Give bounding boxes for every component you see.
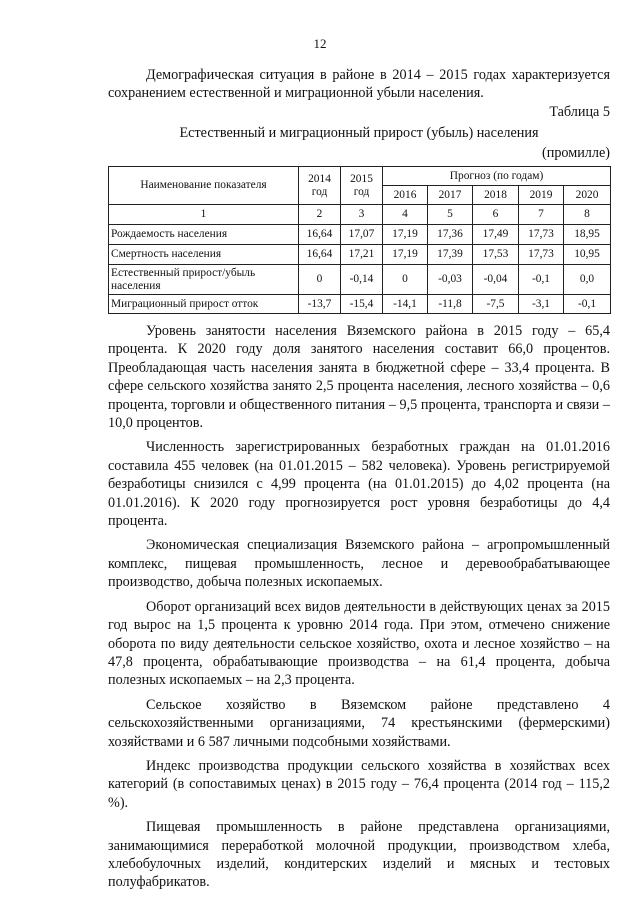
column-number: 3: [341, 205, 383, 225]
column-number: 5: [428, 205, 473, 225]
header-year: 2016: [383, 186, 428, 205]
intro-section: [108, 66, 610, 103]
header-forecast: Прогноз (по годам): [383, 167, 611, 186]
row-label: Естественный прирост/убыль населения: [109, 265, 299, 295]
table-cell: 10,95: [564, 245, 611, 265]
table-cell: 17,07: [341, 225, 383, 245]
table-cell: -0,03: [428, 265, 473, 295]
table-caption: Таблица 5: [549, 104, 610, 120]
row-label: Миграционный прирост отток: [109, 295, 299, 314]
intro-paragraph: Демографическая ситуация в районе в 2014 – 2015 годах характеризуется сохранением естественной и миграционной убыли населения.: [108, 67, 610, 102]
table-cell: -11,8: [428, 295, 473, 314]
header-year: 2020: [564, 186, 611, 205]
body-paragraph: Уровень занятости населения Вяземского района в 2015 году – 65,4 процента. К 2020 году доля занятого населения составит 66,0 процентов. Преобладающая часть населения занята в бюджетной сфере – 33,4 процента. В сфере сельского хозяйства занято 2,5 процента населения, лесного хозяйства – 0,6 процента, торговли и общественного питания – 9,5 процента, транспорта и связи – 10,0 процентов.: [108, 323, 610, 432]
table-cell: -0,14: [341, 265, 383, 295]
body-paragraph: Экономическая специализация Вяземского района – агропромышленный комплекс, пищевая промышленность, лесное и деревообрабатывающее производство, добыча полезных ископаемых.: [108, 537, 610, 591]
table-cell: 16,64: [299, 245, 341, 265]
table-cell: 17,19: [383, 245, 428, 265]
table-cell: 17,73: [519, 225, 564, 245]
table-cell: -0,1: [519, 265, 564, 295]
table-cell: 0: [299, 265, 341, 295]
table-cell: -7,5: [473, 295, 519, 314]
table-cell: -3,1: [519, 295, 564, 314]
table-unit: (промилле): [542, 145, 610, 161]
header-year: 2017: [428, 186, 473, 205]
table-cell: -13,7: [299, 295, 341, 314]
table-title: Естественный и миграционный прирост (убыль) населения: [179, 125, 539, 141]
body-paragraph: Пищевая промышленность в районе представлена организациями, занимающимися переработкой молочной продукции, производством хлеба, хлебобулочных изделий, кондитерских изделий и мясных и тестовых полуфабрикатов.: [108, 819, 610, 891]
body-paragraph: Оборот организаций всех видов деятельности в действующих ценах за 2015 год вырос на 1,5 процента к уровню 2014 года. При этом, отмечено снижение оборота по виду деятельности сельское хозяйство, охота и лесное хозяйство – на 47,8 процента, обрабатывающие производства – на 61,4 процента, добыча полезных ископаемых – на 2,3 процента.: [108, 598, 610, 689]
main-text: [108, 322, 610, 892]
column-number: 4: [383, 205, 428, 225]
row-label: Рождаемость населения: [109, 225, 299, 245]
table-cell: 17,21: [341, 245, 383, 265]
header-year: 2019: [519, 186, 564, 205]
header-indicator-name: Наименование показателя: [109, 167, 299, 205]
header-year-2015: 2015 год: [341, 167, 383, 205]
table-cell: -0,1: [564, 295, 611, 314]
table-cell: 18,95: [564, 225, 611, 245]
table-cell: 17,53: [473, 245, 519, 265]
table-cell: 16,64: [299, 225, 341, 245]
population-growth-table: [108, 166, 611, 314]
body-paragraph: Сельское хозяйство в Вяземском районе представлено 4 сельскохозяйственными организациями, 74 крестьянскими (фермерскими) хозяйствами и 6 587 личными подсобными хозяйствами.: [108, 696, 610, 750]
body-paragraph: Численность зарегистрированных безработных граждан на 01.01.2016 составила 455 человек (на 01.01.2015 – 582 человека). Уровень регистрируемой безработицы снизился с 4,99 процента (на 01.01.2015) до 4,02 процента (на 01.01.2016). К 2020 году прогнозируется рост уровня безработицы до 4,4 процента.: [108, 439, 610, 530]
column-number: 8: [564, 205, 611, 225]
table-cell: 17,39: [428, 245, 473, 265]
table-cell: -0,04: [473, 265, 519, 295]
table-cell: 17,73: [519, 245, 564, 265]
header-year-2014: 2014 год: [299, 167, 341, 205]
page-number: 12: [313, 36, 327, 51]
table-cell: 0: [383, 265, 428, 295]
table-cell: -15,4: [341, 295, 383, 314]
table-row: [109, 225, 611, 245]
column-number: 6: [473, 205, 519, 225]
column-number: 2: [299, 205, 341, 225]
table-cell: -14,1: [383, 295, 428, 314]
column-number: 1: [109, 205, 299, 225]
table-row: [109, 295, 611, 314]
table-cell: 17,19: [383, 225, 428, 245]
table-row: [109, 245, 611, 265]
row-label: Смертность населения: [109, 245, 299, 265]
column-number-row: [109, 205, 611, 225]
table-cell: 17,36: [428, 225, 473, 245]
table-row: [109, 265, 611, 295]
header-year: 2018: [473, 186, 519, 205]
table-cell: 17,49: [473, 225, 519, 245]
body-paragraph: Индекс производства продукции сельского хозяйства в хозяйствах всех категорий (в сопоставимых ценах) в 2015 году – 76,4 процента (2014 год – 115,2 %).: [108, 757, 610, 811]
table-cell: 0,0: [564, 265, 611, 295]
column-number: 7: [519, 205, 564, 225]
